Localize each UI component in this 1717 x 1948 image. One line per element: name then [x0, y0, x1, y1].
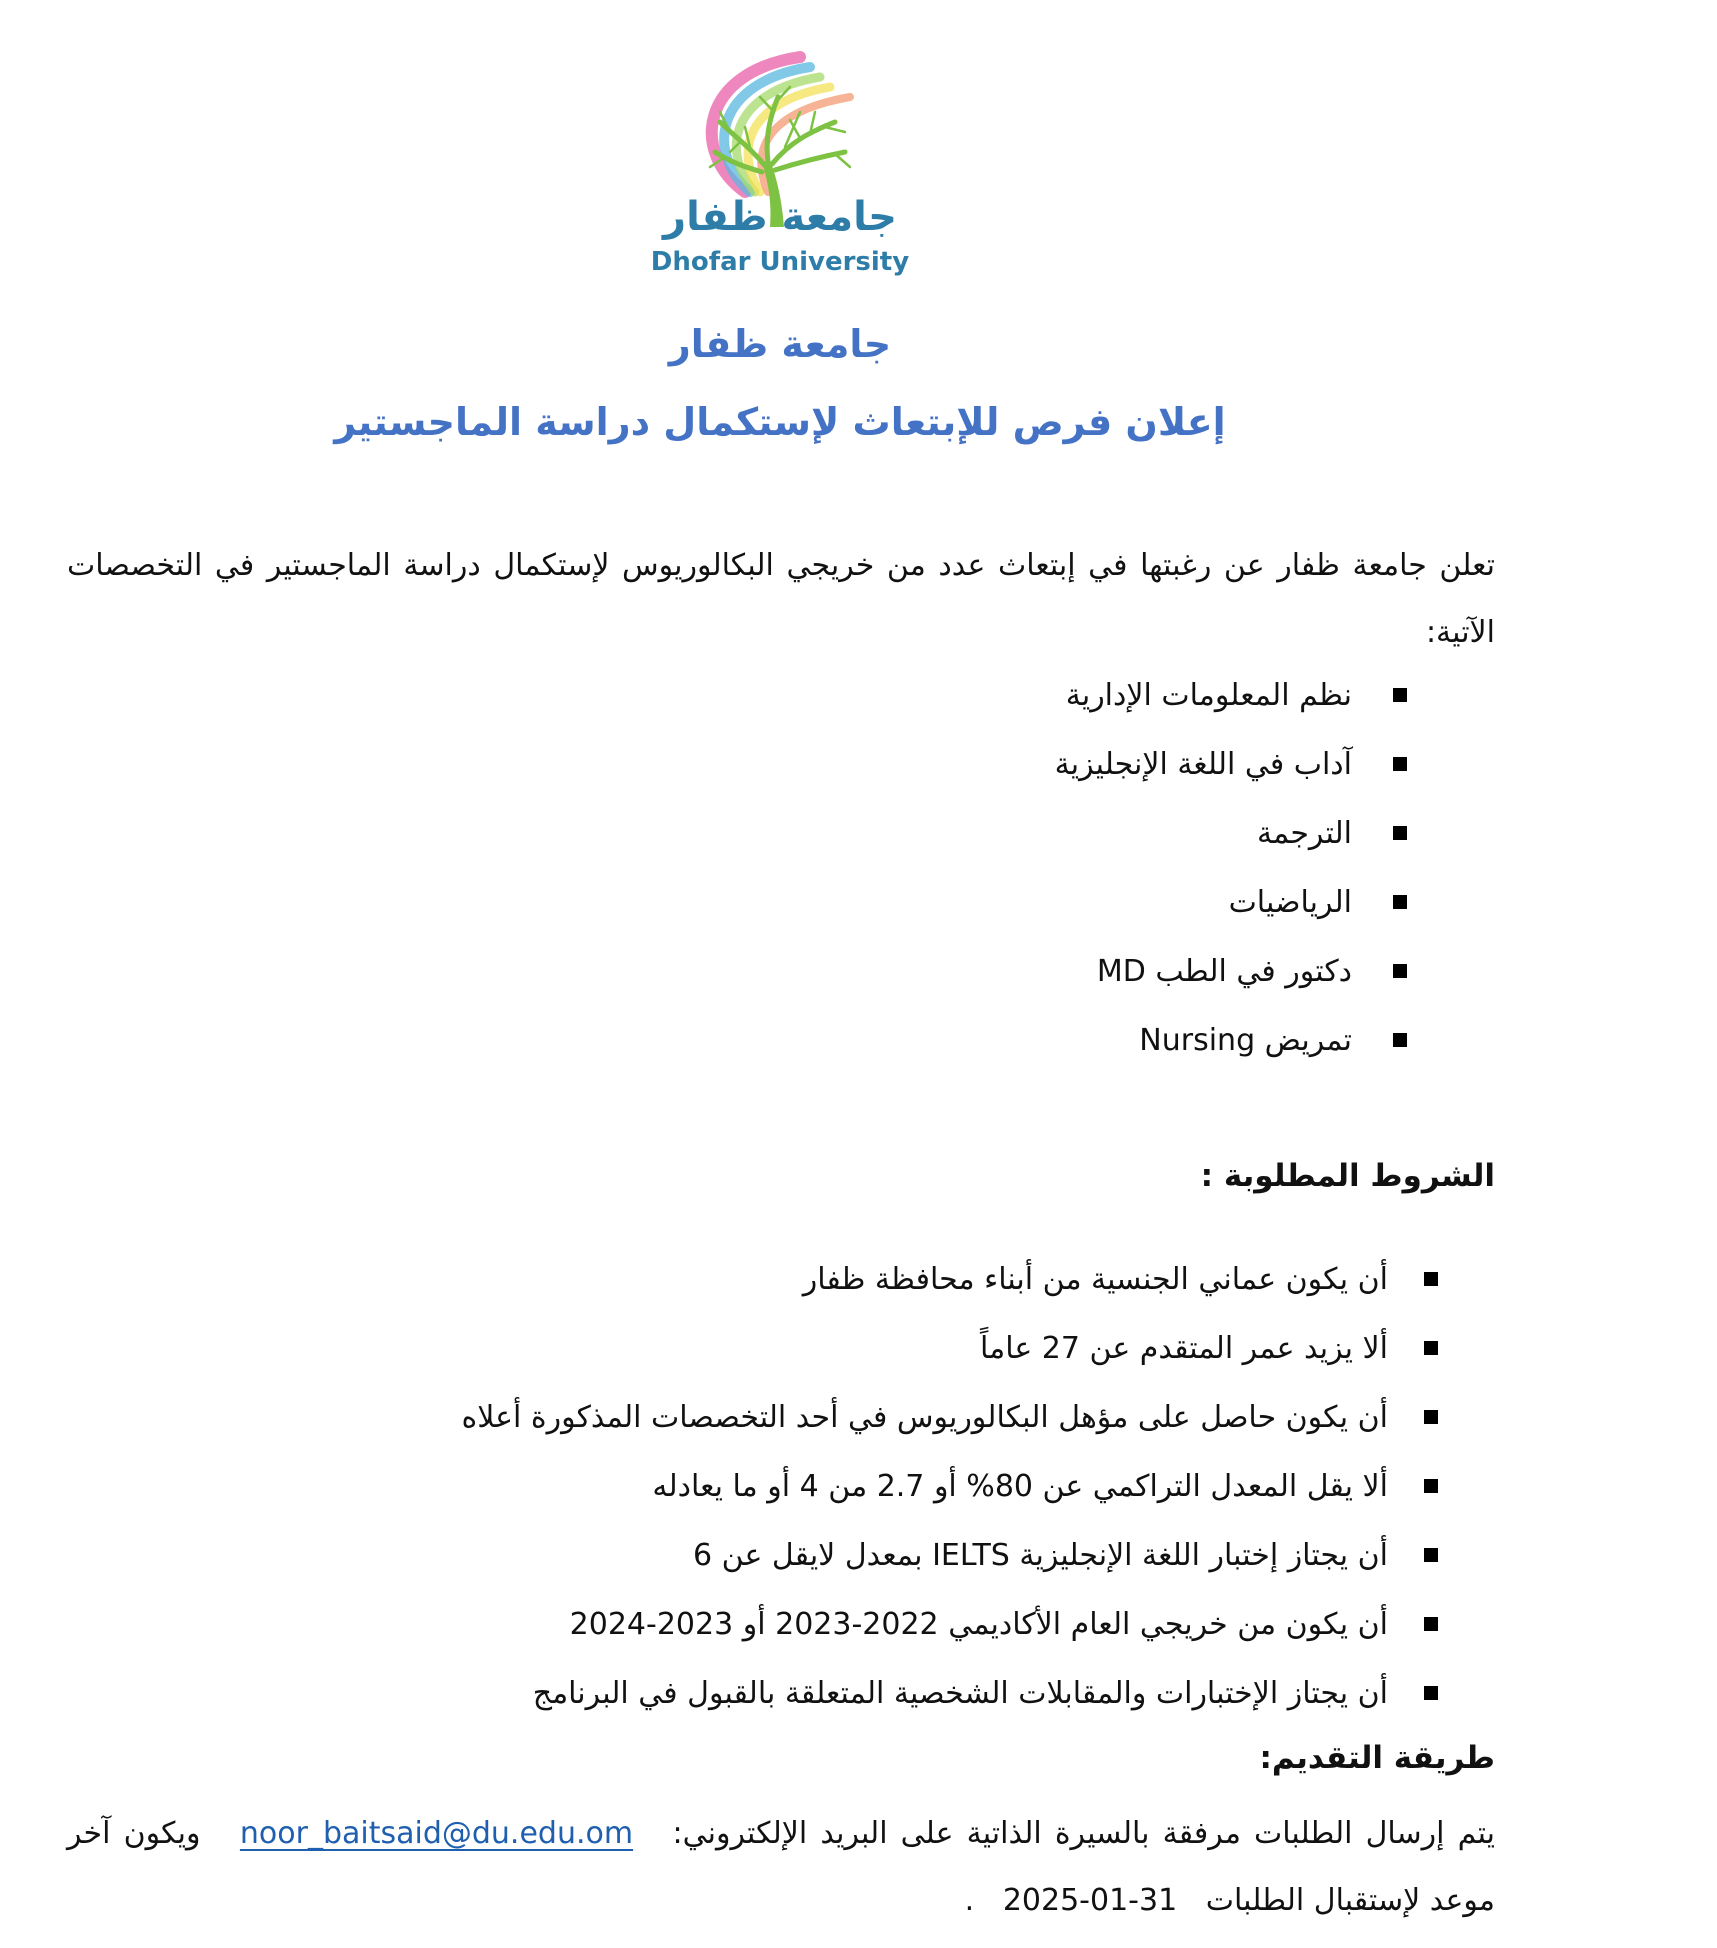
specialization-item	[1097, 952, 1352, 992]
application-paragraph	[67, 1800, 1495, 1934]
condition-label: أن يجتاز الإختبارات والمقابلات الشخصية المتعلقة بالقبول في البرنامج	[532, 1676, 1388, 1711]
condition-item	[693, 1536, 1388, 1576]
condition-label: أن يكون عماني الجنسية من أبناء محافظة ظفار	[802, 1262, 1388, 1297]
bullet-icon	[1424, 1548, 1438, 1562]
dhofar-university-logo	[650, 42, 910, 282]
bullet-icon	[1393, 964, 1407, 978]
logo-graphic	[650, 42, 910, 282]
conditions-heading: الشروط المطلوبة :	[1200, 1158, 1495, 1194]
condition-label: ألا يقل المعدل التراكمي عن 80% أو 2.7 من 4 أو ما يعادله	[652, 1469, 1388, 1504]
specialization-item	[1055, 745, 1352, 785]
specialization-item	[1066, 676, 1352, 716]
condition-item	[570, 1605, 1388, 1645]
page-subtitle: إعلان فرص للإبتعاث لإستكمال دراسة الماجستير	[334, 400, 1226, 444]
condition-label: أن يكون من خريجي العام الأكاديمي 2022-2023 أو 2023-2024	[569, 1607, 1388, 1642]
bullet-icon	[1424, 1341, 1438, 1355]
bullet-icon	[1393, 688, 1407, 702]
application-text-after: ويكون آخر موعد لإستقبال الطلبات	[67, 1816, 1495, 1918]
application-heading: طريقة التقديم:	[1259, 1740, 1495, 1776]
specialization-label: تمريض Nursing	[1139, 1023, 1352, 1058]
condition-item	[980, 1329, 1388, 1369]
specialization-label: آداب في اللغة الإنجليزية	[1054, 747, 1352, 782]
application-text-before: يتم إرسال الطلبات مرفقة بالسيرة الذاتية على البريد الإلكتروني:	[672, 1816, 1496, 1851]
page-title: جامعة ظفار	[668, 322, 892, 366]
specialization-label: الترجمة	[1256, 816, 1352, 851]
specialization-label: دكتور في الطب MD	[1096, 954, 1352, 989]
deadline-date: 2025-01-31	[1002, 1883, 1178, 1918]
bullet-icon	[1393, 1033, 1407, 1047]
specialization-label: نظم المعلومات الإدارية	[1065, 678, 1352, 713]
bullet-icon	[1424, 1617, 1438, 1631]
condition-item	[533, 1674, 1388, 1714]
specialization-label: الرياضيات	[1228, 885, 1352, 920]
end-punctuation: .	[964, 1883, 975, 1918]
bullet-icon	[1424, 1272, 1438, 1286]
bullet-icon	[1424, 1479, 1438, 1493]
specialization-item	[1229, 883, 1352, 923]
condition-label: أن يكون حاصل على مؤهل البكالوريوس في أحد التخصصات المذكورة أعلاه	[461, 1400, 1388, 1435]
condition-item	[803, 1260, 1388, 1300]
condition-label: ألا يزيد عمر المتقدم عن 27 عاماً	[979, 1331, 1388, 1366]
specialization-item	[1139, 1021, 1352, 1061]
bullet-icon	[1424, 1686, 1438, 1700]
condition-label: أن يجتاز إختبار اللغة الإنجليزية IELTS بمعدل لايقل عن 6	[693, 1538, 1388, 1573]
specialization-item	[1257, 814, 1352, 854]
bullet-icon	[1393, 826, 1407, 840]
bullet-icon	[1393, 757, 1407, 771]
logo-english-name: Dhofar University	[650, 247, 910, 277]
intro-paragraph: تعلن جامعة ظفار عن رغبتها في إبتعاث عدد من خريجي البكالوريوس لإستكمال دراسة الماجستير في التخصصات الآتية:	[67, 548, 1495, 650]
bullet-icon	[1393, 895, 1407, 909]
condition-item	[652, 1467, 1388, 1507]
email-link[interactable]: noor_baitsaid@du.edu.om	[239, 1816, 634, 1851]
condition-item	[461, 1398, 1388, 1438]
logo-arabic-name: جامعة ظفار	[663, 194, 897, 240]
bullet-icon	[1424, 1410, 1438, 1424]
